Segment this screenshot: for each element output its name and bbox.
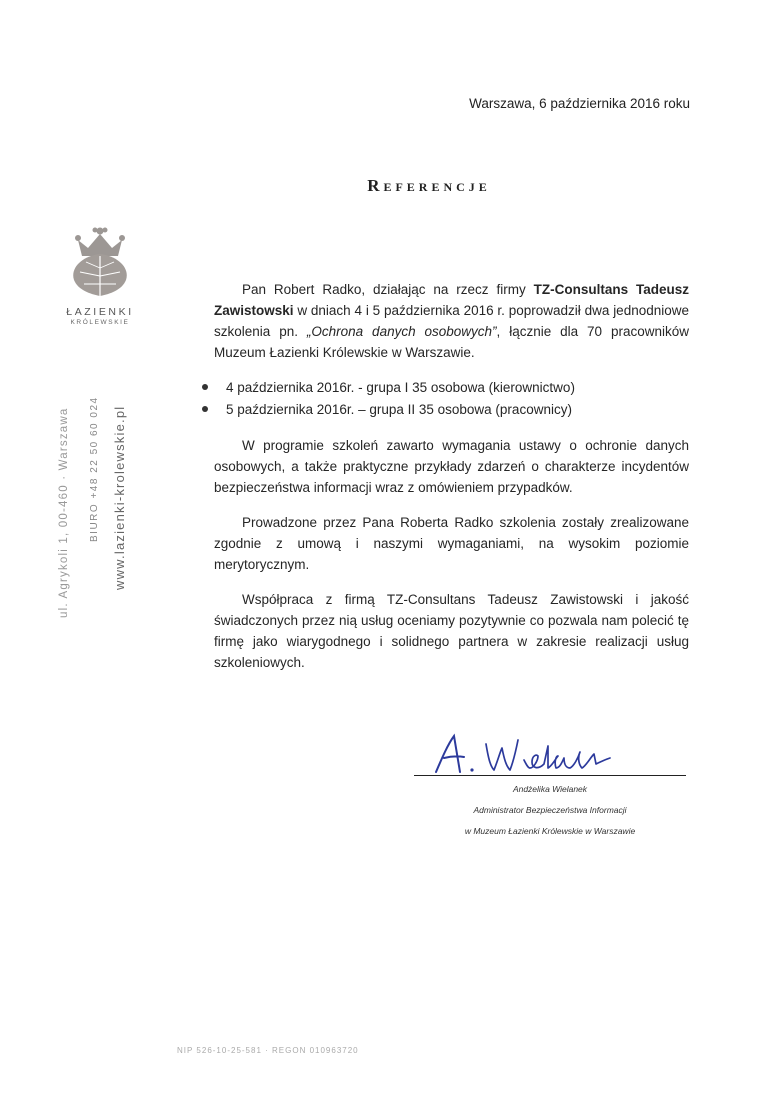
logo-name: ŁAZIENKI — [66, 306, 134, 318]
realization-paragraph: Prowadzone przez Pana Roberta Radko szkolenia zostały zrealizowane zgodnie z umową i naszymi wymaganiami, na wysokim poziomie merytorycznym. — [214, 515, 689, 572]
sidebar-address: ul. Agrykoli 1, 00-460 · Warszawa — [58, 407, 70, 618]
recommendation-paragraph: Współpraca z firmą TZ-Consultans Tadeusz Zawistowski i jakość świadczonych przez nią usług oceniamy pozytywnie co pozwala nam polecić tę firmę jako wiarygodnego i solidnego partnera w zakresie realizacji usług szkoleniowych. — [214, 592, 689, 670]
intro-text-1: Pan Robert Radko, działając na rzecz firmy — [242, 282, 534, 297]
program-paragraph: W programie szkoleń zawarto wymagania ustawy o ochronie danych osobowych, a także praktyczne przykłady zdarzeń o charakterze incydentów bezpieczeństwa informacji wraz z omówieniem przypadków. — [214, 438, 689, 495]
list-item-text: 5 października 2016r. – grupa II 35 osobowa (pracownicy) — [226, 402, 572, 417]
signatory-institution: w Muzeum Łazienki Królewskie w Warszawie — [464, 826, 636, 836]
intro-text-2: w dniach 4 i 5 października 2016 r. poprowadził dwa jednodniowe szkolenia pn. — [214, 303, 689, 339]
list-item — [214, 377, 689, 399]
sidebar-phone: BIURO +48 22 50 60 024 — [89, 396, 100, 542]
sidebar-website: www.lazienki-krolewskie.pl — [112, 405, 127, 590]
handwritten-signature — [424, 728, 624, 778]
training-name: „Ochrona danych osobowych” — [306, 324, 497, 339]
logo-subname: KRÓLEWSKIE — [70, 319, 130, 326]
signature-line — [414, 775, 686, 776]
letter-body — [214, 279, 689, 673]
footer-registration: NIP 526-10-25-581 · REGON 010963720 — [177, 1046, 359, 1055]
bullet-icon — [202, 406, 208, 412]
list-item — [214, 399, 689, 421]
letter-title: Referencje — [367, 176, 491, 195]
company-name: TZ-Consultans Tadeusz Zawistowski — [214, 282, 689, 318]
signatory-name: Andżelika Wielanek — [512, 784, 588, 794]
lazienki-logo — [56, 222, 144, 326]
list-item-text: 4 października 2016r. - grupa I 35 osobowa (kierownictwo) — [226, 380, 575, 395]
bullet-icon — [202, 384, 208, 390]
intro-text-3: , łącznie dla 70 pracowników Muzeum Łazienki Królewskie w Warszawie. — [214, 324, 689, 360]
training-dates-list — [214, 377, 689, 421]
signatory-position: Administrator Bezpieczeństwa Informacji — [473, 805, 627, 815]
intro-paragraph — [214, 279, 689, 363]
crowned-leaf-icon — [64, 222, 136, 302]
letter-date: Warszawa, 6 października 2016 roku — [469, 96, 690, 111]
